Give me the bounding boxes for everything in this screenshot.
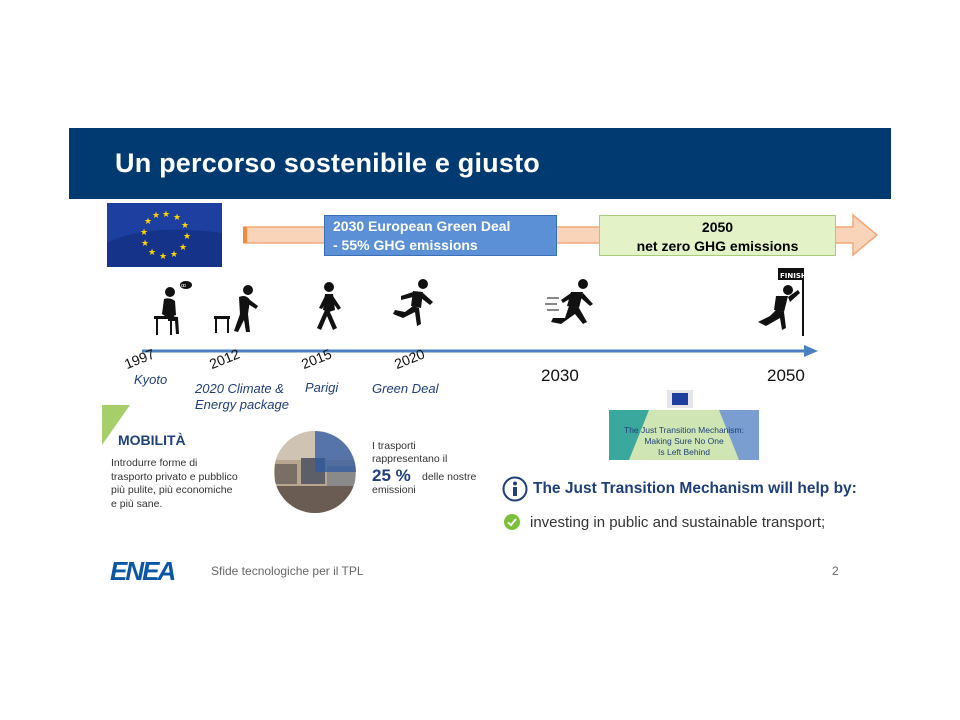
- svg-text:★: ★: [141, 239, 150, 249]
- label-kyoto: Kyoto: [134, 372, 168, 387]
- svg-text:★: ★: [173, 213, 182, 223]
- svg-text:★: ★: [179, 243, 188, 253]
- label-green-deal: Green Deal: [372, 381, 439, 396]
- svg-text:★: ★: [181, 221, 190, 231]
- mobility-text-line: Introdurre forme di: [111, 457, 198, 469]
- jtm-cover-line1: The Just Transition Mechanism:: [624, 425, 744, 435]
- mobility-text-line: trasporto privato e pubblico: [111, 470, 238, 483]
- svg-text:★: ★: [159, 252, 168, 262]
- transport-stat-tail: delle nostre: [422, 471, 477, 483]
- label-climate-package: [195, 381, 289, 413]
- info-icon: [502, 476, 528, 502]
- svg-text:★: ★: [170, 250, 179, 260]
- transport-stat-line1: I trasporti: [372, 440, 416, 452]
- svg-text:★: ★: [183, 232, 192, 242]
- target-2030-line2: - 55% GHG emissions: [333, 237, 478, 253]
- year-2012: 2012: [207, 345, 242, 372]
- svg-text:★: ★: [140, 228, 149, 238]
- jtm-cover-text: [609, 425, 759, 458]
- slide-title: Un percorso sostenibile e giusto: [115, 148, 540, 178]
- svg-text:★: ★: [162, 210, 171, 220]
- page-number: 2: [832, 564, 839, 578]
- svg-text:ꝏ: ꝏ: [181, 283, 187, 289]
- traffic-photo-circle: [271, 430, 359, 514]
- year-2015: 2015: [299, 345, 334, 372]
- year-1997: 1997: [122, 345, 157, 372]
- finish-sign-text: FINISH: [780, 272, 807, 280]
- label-parigi: Parigi: [305, 380, 339, 395]
- target-2030-box: [324, 215, 557, 256]
- mobility-text: [111, 457, 238, 511]
- jtm-heading: The Just Transition Mechanism will help by:: [533, 480, 857, 497]
- jtm-cover-line3: Is Left Behind: [658, 447, 710, 457]
- finish-line-figure-icon: [752, 268, 808, 338]
- check-circle-icon: [504, 514, 520, 530]
- timeline-arrow: [142, 342, 818, 360]
- sprinting-figure-icon: [545, 278, 597, 336]
- target-2050-line1: 2050: [701, 219, 734, 235]
- svg-text:★: ★: [148, 248, 157, 258]
- year-2050: 2050: [767, 366, 805, 385]
- jtm-item: investing in public and sustainable transport;: [530, 514, 826, 531]
- svg-text:★: ★: [144, 217, 153, 227]
- mobility-text-line: più pulite, più economiche: [111, 484, 233, 496]
- label-climate-package-line2: Energy package: [195, 397, 289, 412]
- target-2050-box: [599, 215, 836, 256]
- target-2030-line1: 2030 European Green Deal: [333, 218, 511, 234]
- footer-text: Sfide tecnologiche per il TPL: [211, 564, 364, 578]
- eu-flag-image: [107, 203, 222, 267]
- transport-stat-percent: 25 %: [372, 466, 411, 485]
- running-figure-icon: [389, 278, 441, 336]
- transport-stat-line4: emissioni: [372, 484, 416, 496]
- svg-text:★: ★: [152, 211, 161, 221]
- year-2030: 2030: [541, 366, 579, 385]
- enea-logo-text: ENEA: [110, 557, 175, 583]
- transport-stat-lines: [372, 440, 447, 465]
- enea-logo: [110, 557, 196, 583]
- target-2050-line2: net zero GHG emissions: [636, 238, 799, 254]
- jtm-cover-line2: Making Sure No One: [644, 436, 724, 446]
- year-2020: 2020: [392, 345, 427, 372]
- walking-figure-icon: [303, 280, 355, 338]
- mobility-text-line: e più sane.: [111, 497, 163, 510]
- label-climate-package-line1: 2020 Climate &: [195, 381, 284, 396]
- transport-stat-line2: rappresentano il: [372, 452, 448, 465]
- standing-up-figure-icon: [212, 282, 264, 340]
- sitting-thinker-icon: [148, 280, 200, 338]
- mobility-title: MOBILITÀ: [118, 432, 186, 448]
